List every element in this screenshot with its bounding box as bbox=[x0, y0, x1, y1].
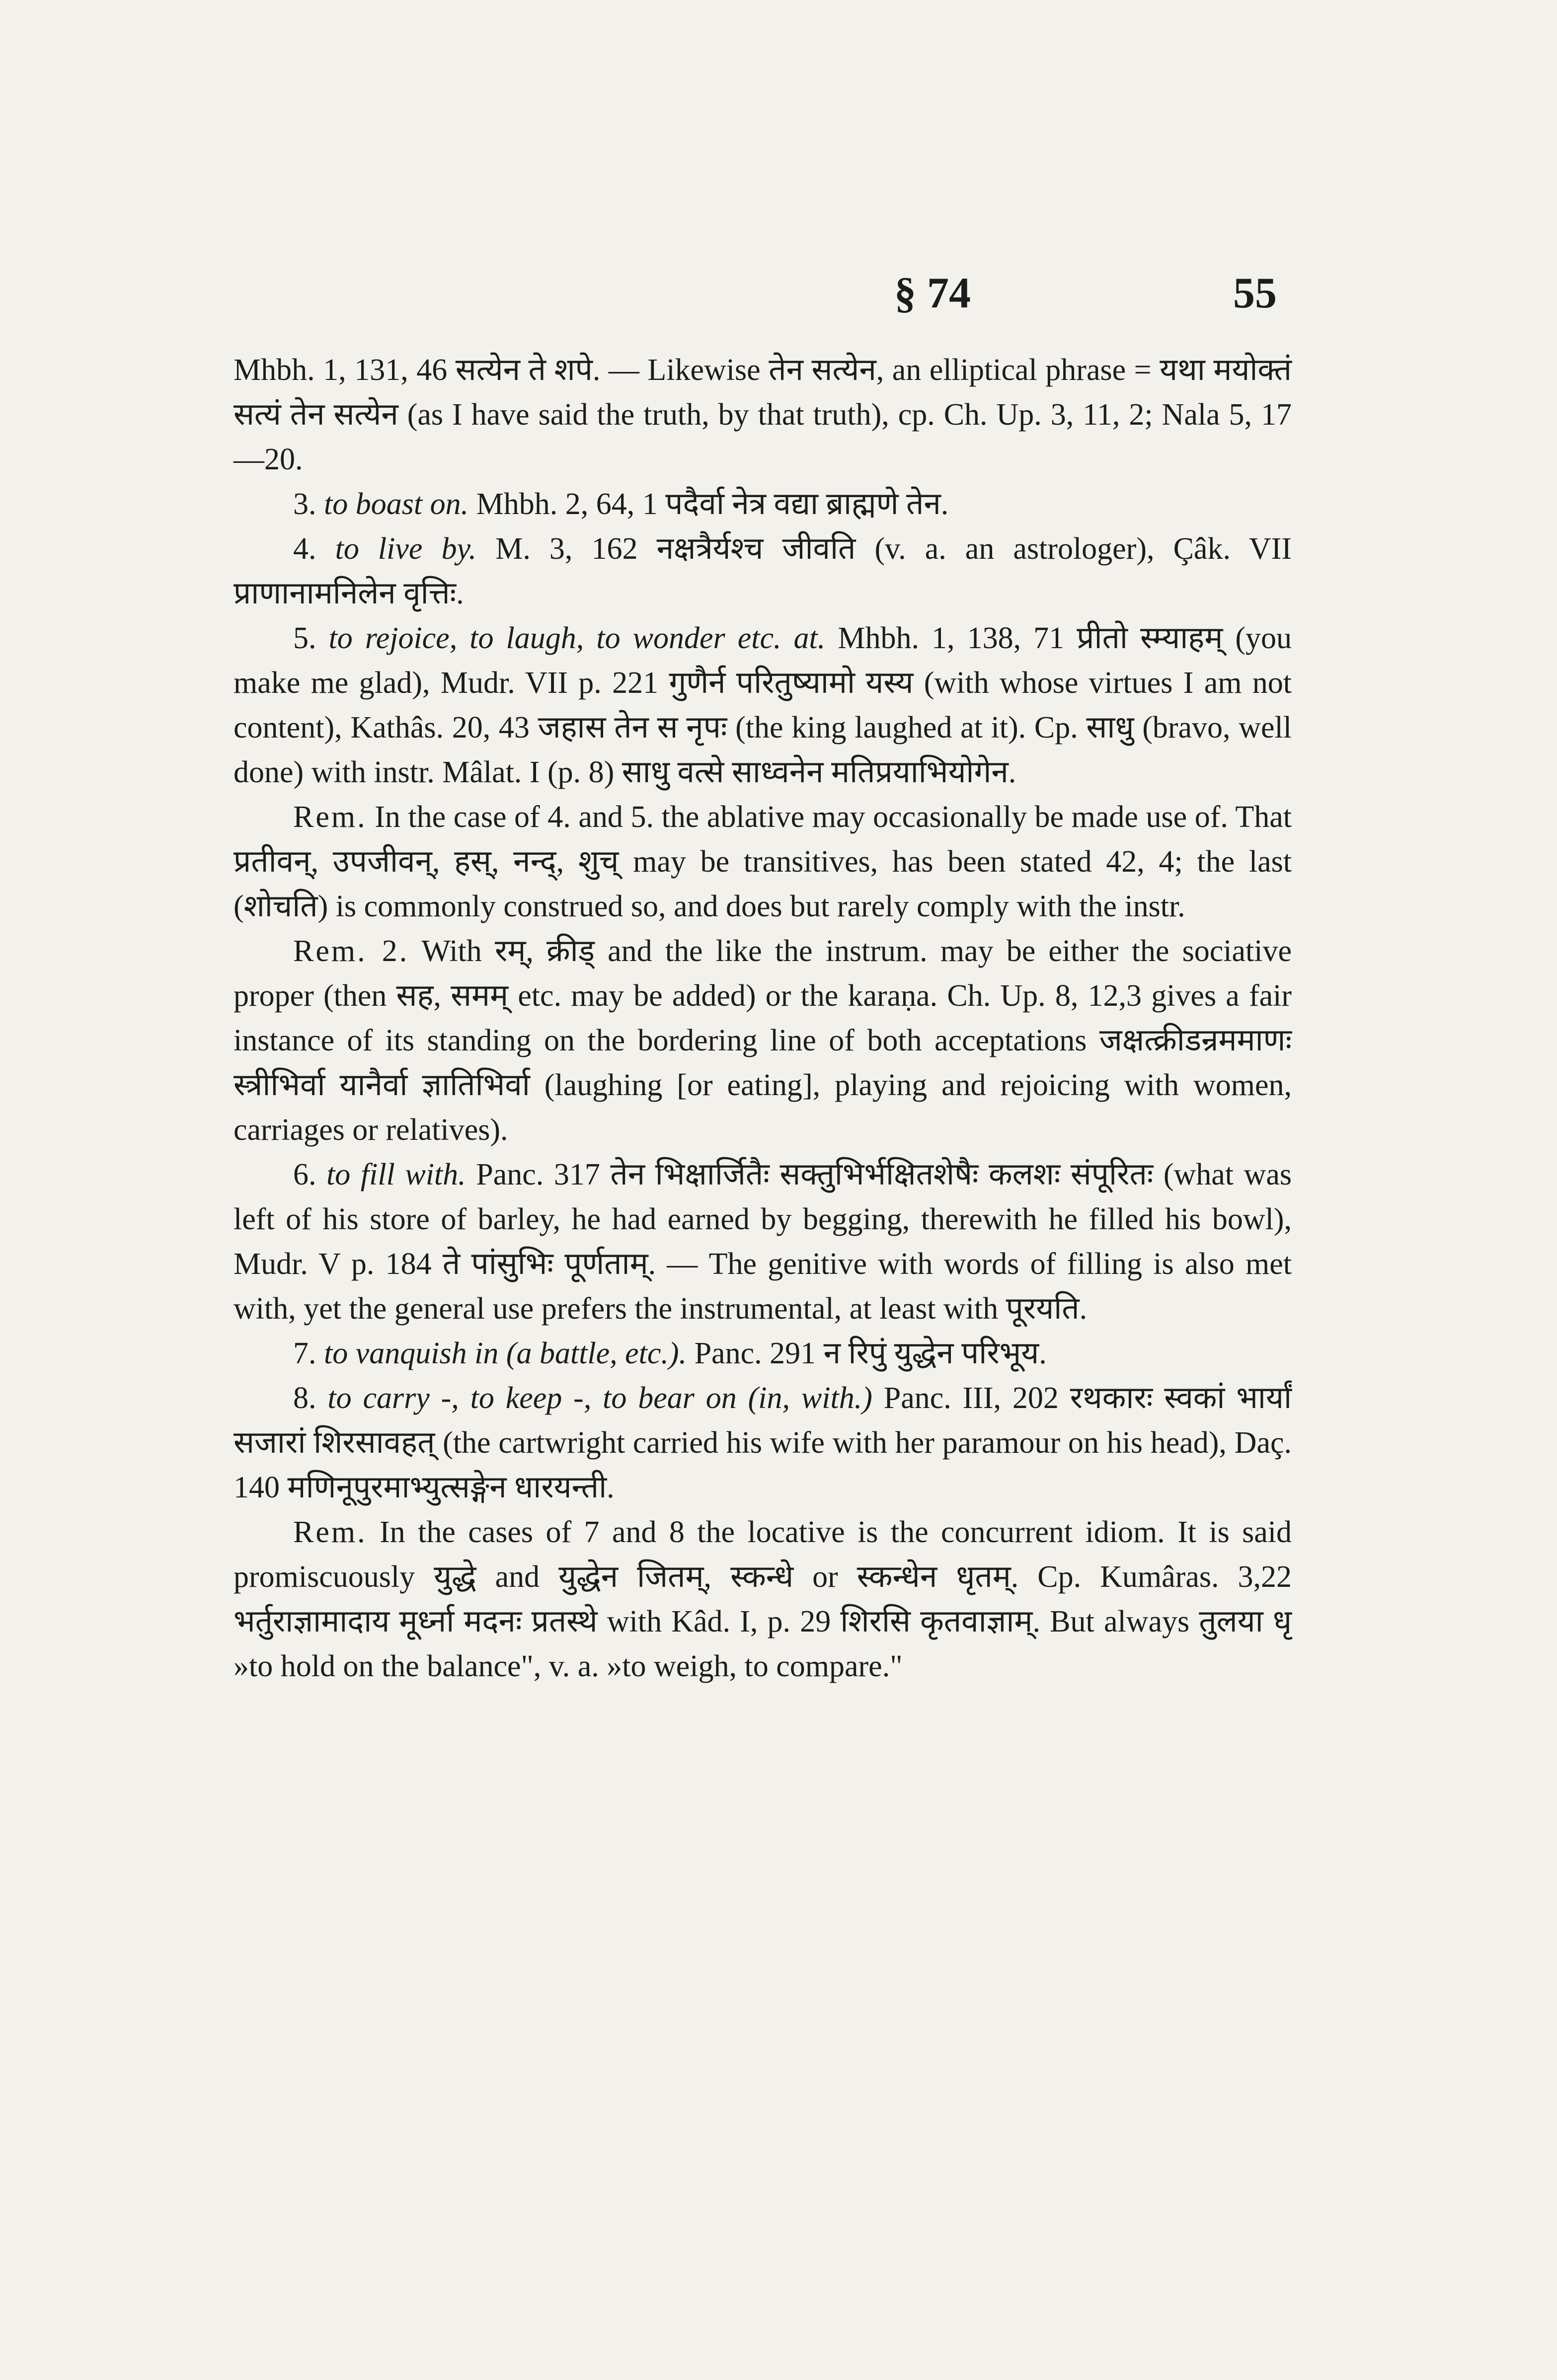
numbered-entry: 3. to boast on. Mhbh. 2, 64, 1 पदैर्वा नेत्र वद्या ब्राह्मणे तेन. bbox=[293, 487, 949, 521]
remark-paragraph: Rem. In the cases of 7 and 8 the locative is the concurrent idiom. It is said promiscuously युद्धे and युद्धेन जितम्, स्कन्धे or स्कन्धेन धृतम्. Cp. Kumâras. 3,22 भर्तुराज्ञामादाय मूर्ध्ना मदनः प्रतस्थे with Kâd. I, p. 29 शिरसि कृतवाज्ञाम्. But always तुलया धृ »to hold on the balance", v. a. »to weigh, to compare." bbox=[234, 1515, 1292, 1683]
page-number: 55 bbox=[1233, 269, 1277, 317]
numbered-entry: 6. to fill with. Panc. 317 तेन भिक्षार्जितैः सक्तुभिर्भक्षितशेषैः कलशः संपूरितः (what was left of his store of barley, he had earned by begging, therewith he filled his bowl), Mudr. V p. 184 ते पांसुभिः पूर्णताम्. — The genitive with words of filling is also met with, yet the general use prefers the instrumental, at least with पूरयति. bbox=[234, 1158, 1292, 1326]
numbered-entry: 4. to live by. M. 3, 162 नक्षत्रैर्यश्च जीवति (v. a. an astrologer), Çâk. VII प्राणानामनिलेन वृत्तिः. bbox=[234, 532, 1292, 610]
page-body bbox=[234, 348, 1292, 1689]
remark-paragraph: Rem. In the case of 4. and 5. the ablative may occasionally be made use of. That प्रतीवन्, उपजीवन्, हस्, नन्द्, शुच् may be transitives, has been stated 42, 4; the last (शोचति) is commonly construed so, and does but rarely comply with the instr. bbox=[234, 800, 1292, 923]
numbered-entry: 7. to vanquish in (a battle, etc.). Panc. 291 न रिपुं युद्धेन परिभूय. bbox=[293, 1337, 1047, 1370]
remark-paragraph: Rem. 2. With रम्, क्रीड् and the like the instrum. may be either the sociative proper (then सह, समम् etc. may be added) or the karaṇa. Ch. Up. 8, 12,3 gives a fair instance of its standing on the bordering line of both acceptations जक्षत्क्रीडन्रममाणः स्त्रीभिर्वा यानैर्वा ज्ञातिभिर्वा (laughing [or eating], playing and rejoicing with women, carriages or relatives). bbox=[234, 934, 1292, 1147]
numbered-entry: 8. to carry -, to keep -, to bear on (in, with.) Panc. III, 202 रथकारः स्वकां भार्यां सजारां शिरसावहत् (the cartwright carried his wife with her paramour on his head), Daç. 140 मणिनूपुरमाभ्युत्सङ्गेन धारयन्ती. bbox=[234, 1381, 1292, 1504]
paragraph: Mhbh. 1, 131, 46 सत्येन ते शपे. — Likewise तेन सत्येन, an elliptical phrase = यथा मयोक्तं सत्यं तेन सत्येन (as I have said the truth, by that truth), cp. Ch. Up. 3, 11, 2; Nala 5, 17—20. bbox=[234, 353, 1292, 476]
section-number: § 74 bbox=[894, 269, 971, 317]
page-header bbox=[234, 258, 1277, 318]
numbered-entry: 5. to rejoice, to laugh, to wonder etc. at. Mhbh. 1, 138, 71 प्रीतो स्म्याहम् (you make me glad), Mudr. VII p. 221 गुणैर्न परितुष्यामो यस्य (with whose virtues I am not content), Kathâs. 20, 43 जहास तेन स नृपः (the king laughed at it). Cp. साधु (bravo, well done) with instr. Mâlat. I (p. 8) साधु वत्से साध्वनेन मतिप्रयाभियोगेन. bbox=[234, 621, 1292, 789]
